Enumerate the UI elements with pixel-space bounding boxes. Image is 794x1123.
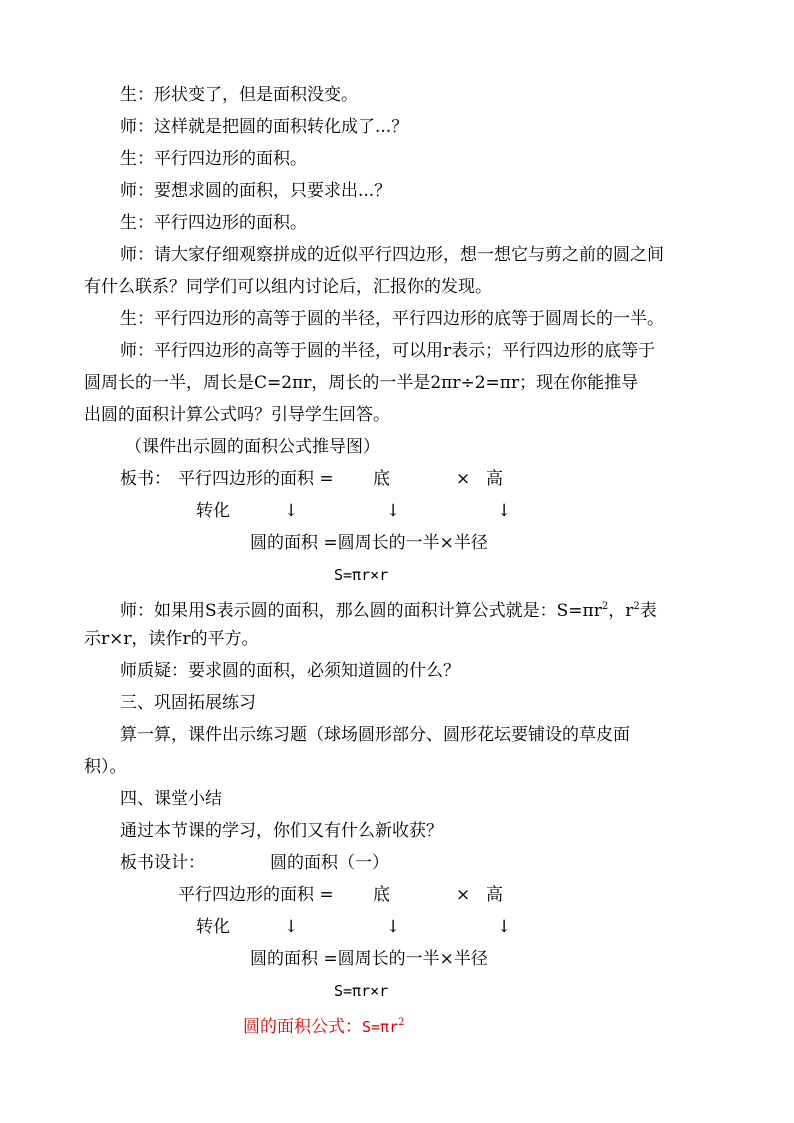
dialogue-line: 有什么联系？同学们可以组内讨论后，汇报你的发现。 <box>84 277 492 297</box>
dialogue-line: 生：平行四边形的面积。 <box>120 149 307 169</box>
dialogue-line: 师：请大家仔细观察拼成的近似平行四边形，想一想它与剪之前的圆之间 <box>120 245 664 265</box>
board-circle-area: 圆的面积 =圆周长的一半×半径 <box>250 533 488 553</box>
board-parallelogram-area: 平行四边形的面积 = <box>178 885 334 905</box>
down-arrow-icon: ↓ <box>284 917 299 937</box>
board-convert: 转化 <box>196 917 230 937</box>
dialogue-line: 师：平行四边形的高等于圆的半径，可以用r表示；平行四边形的底等于 <box>120 341 656 361</box>
board-convert: 转化 <box>196 501 230 521</box>
board-base: 底 <box>373 885 390 905</box>
board-height: 高 <box>486 469 503 489</box>
board-times: × <box>456 885 471 905</box>
board-design-label: 板书设计： <box>120 853 205 873</box>
down-arrow-icon: ↓ <box>497 501 512 521</box>
dialogue-line: 师：这样就是把圆的面积转化成了...？ <box>120 117 409 137</box>
dialogue-line: 生：平行四边形的高等于圆的半径，平行四边形的底等于圆周长的一半。 <box>120 309 664 329</box>
dialogue-line: 师：如果用S表示圆的面积，那么圆的面积计算公式就是：$S=\pi r^2$，$r^2$表 <box>120 601 657 621</box>
down-arrow-icon: ↓ <box>284 501 299 521</box>
down-arrow-icon: ↓ <box>386 501 401 521</box>
section-heading: 四、课堂小结 <box>120 789 222 809</box>
dialogue-line: 示r×r，读作r的平方。 <box>84 629 259 649</box>
summary-text: 通过本节课的学习，你们又有什么新收获？ <box>120 821 443 841</box>
board-formula: S=πr×r <box>334 566 389 584</box>
section-heading: 三、巩固拓展练习 <box>120 693 256 713</box>
board-times: × <box>456 469 471 489</box>
dialogue-line: 圆周长的一半，周长是C=2πr，周长的一半是2πr÷2=πr；现在你能推导 <box>84 373 639 393</box>
exercise-text: 算一算，课件出示练习题（球场圆形部分、圆形花坛要铺设的草皮面 <box>120 725 630 745</box>
final-area-formula: 圆的面积公式：$S=\pi r^2$ <box>243 1017 405 1037</box>
board-height: 高 <box>486 885 503 905</box>
down-arrow-icon: ↓ <box>386 917 401 937</box>
dialogue-line: 出圆的面积计算公式吗？引导学生回答。 <box>84 405 390 425</box>
courseware-note: （课件出示圆的面积公式推导图） <box>125 437 380 457</box>
board-prefix: 板书： <box>120 469 171 489</box>
board-design-title: 圆的面积（一） <box>270 853 389 873</box>
exercise-text: 积）。 <box>84 757 127 777</box>
dialogue-line: 生：平行四边形的面积。 <box>120 213 307 233</box>
board-parallelogram-area: 平行四边形的面积 = <box>178 469 334 489</box>
down-arrow-icon: ↓ <box>497 917 512 937</box>
board-formula: S=πr×r <box>334 982 389 1000</box>
dialogue-line: 生：形状变了，但是面积没变。 <box>120 85 358 105</box>
dialogue-line: 师质疑：要求圆的面积，必须知道圆的什么？ <box>120 661 460 681</box>
board-base: 底 <box>373 469 390 489</box>
board-circle-area: 圆的面积 =圆周长的一半×半径 <box>250 949 488 969</box>
dialogue-line: 师：要想求圆的面积，只要求出...？ <box>120 181 392 201</box>
